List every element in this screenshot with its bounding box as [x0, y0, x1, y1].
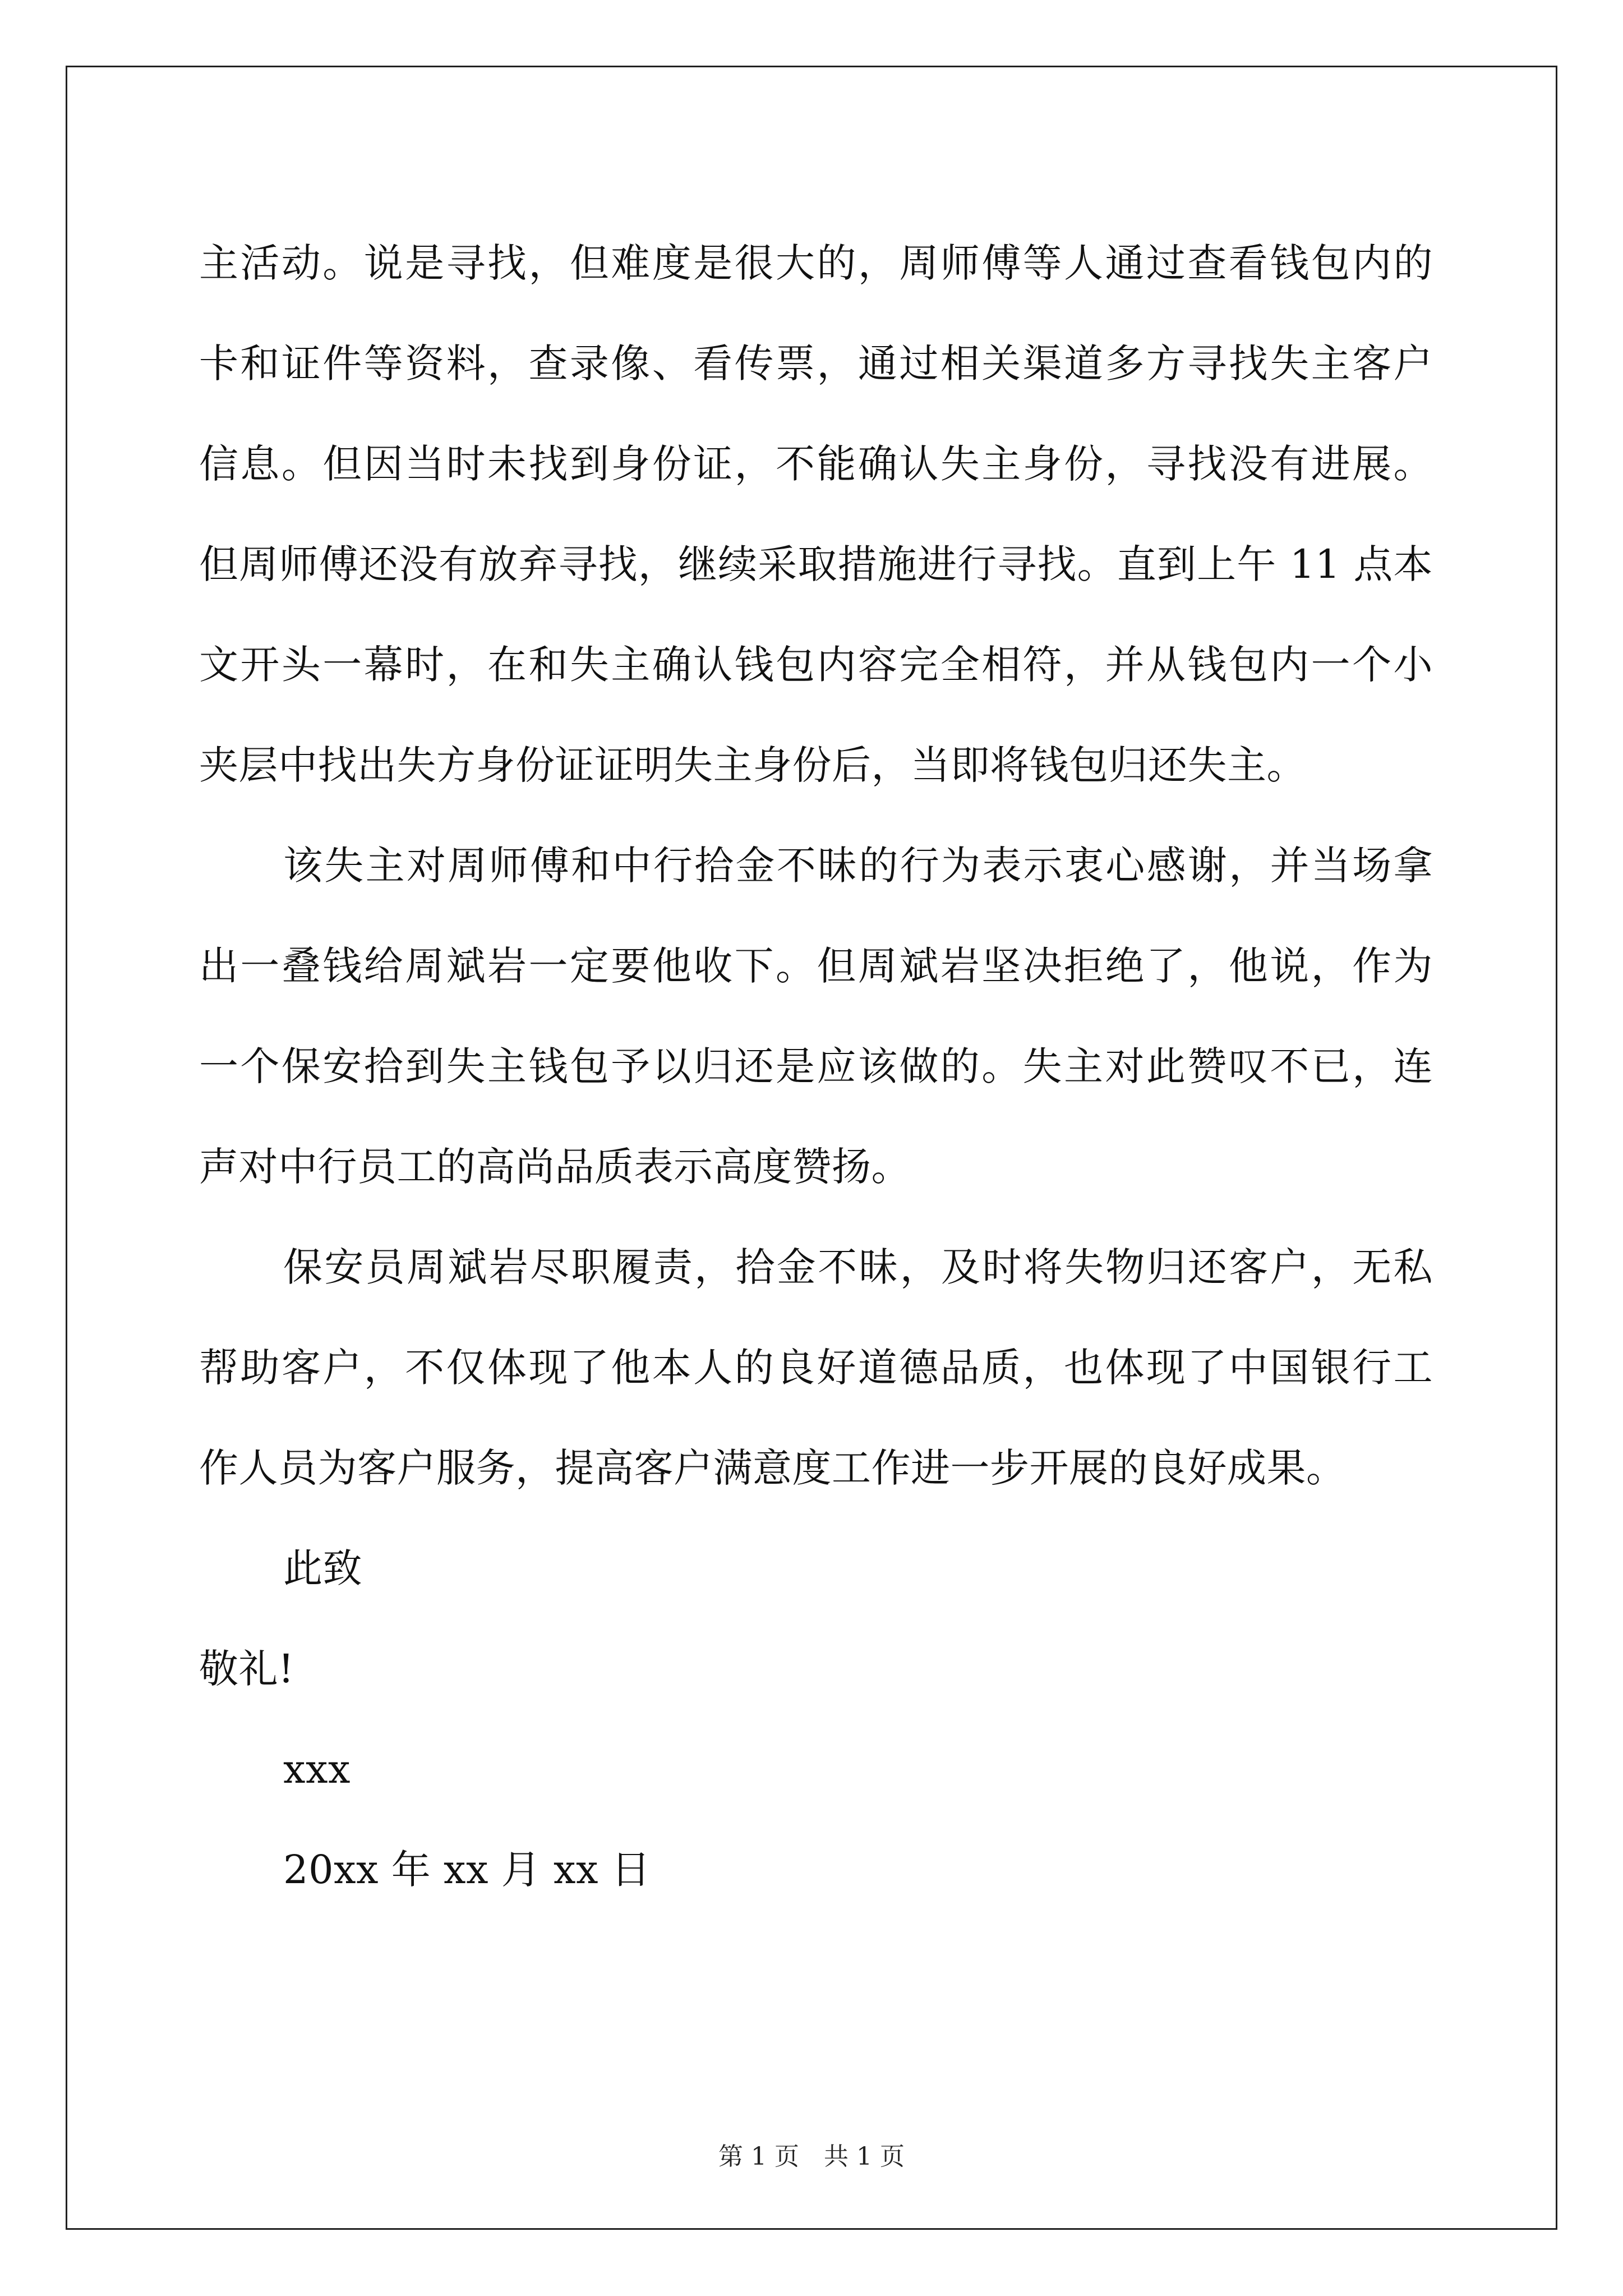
text-line: 主活动。说是寻找，但难度是很大的，周师傅等人通过查看钱包内的 — [199, 240, 1433, 286]
text-line: 文开头一幕时，在和失主确认钱包内容完全相符，并从钱包内一个小 — [199, 642, 1433, 688]
text-line: 该失主对周师傅和中行拾金不昧的行为表示衷心感谢，并当场拿 — [283, 843, 1433, 889]
signature: xxx — [283, 1746, 351, 1792]
paragraph-thanks — [199, 816, 1433, 1217]
date: 20xx 年 xx 月 xx 日 — [283, 1847, 651, 1893]
text-line: 一个保安拾到失主钱包予以归还是应该做的。失主对此赞叹不已，连 — [199, 1043, 1433, 1089]
letter-body — [199, 213, 1433, 1920]
text-line: 帮助客户，不仅体现了他本人的良好道德品质，也体现了中国银行工 — [199, 1345, 1433, 1391]
text-line: 卡和证件等资料，查录像、看传票，通过相关渠道多方寻找失主客户 — [199, 341, 1433, 386]
text-line: 夹层中找出失方身份证证明失主身份后，当即将钱包归还失主。 — [199, 742, 1306, 788]
text-line: 信息。但因当时未找到身份证，不能确认失主身份，寻找没有进展。 — [199, 441, 1433, 487]
salute: 敬礼! — [199, 1646, 294, 1692]
paragraph-search — [199, 213, 1433, 816]
closing-phrase: 此致 — [283, 1545, 362, 1591]
text-line: 但周师傅还没有放弃寻找，继续采取措施进行寻找。直到上午 11 点本 — [199, 541, 1433, 587]
text-line: 出一叠钱给周斌岩一定要他收下。但周斌岩坚决拒绝了，他说，作为 — [199, 943, 1433, 989]
page-number-footer: 第 1 页 共 1 页 — [718, 2142, 905, 2171]
text-line: 作人员为客户服务，提高客户满意度工作进一步开展的良好成果。 — [199, 1445, 1346, 1491]
text-line: 声对中行员工的高尚品质表示高度赞扬。 — [199, 1144, 911, 1190]
text-line: 保安员周斌岩尽职履责，拾金不昧，及时将失物归还客户，无私 — [283, 1244, 1433, 1290]
paragraph-praise — [199, 1217, 1433, 1519]
